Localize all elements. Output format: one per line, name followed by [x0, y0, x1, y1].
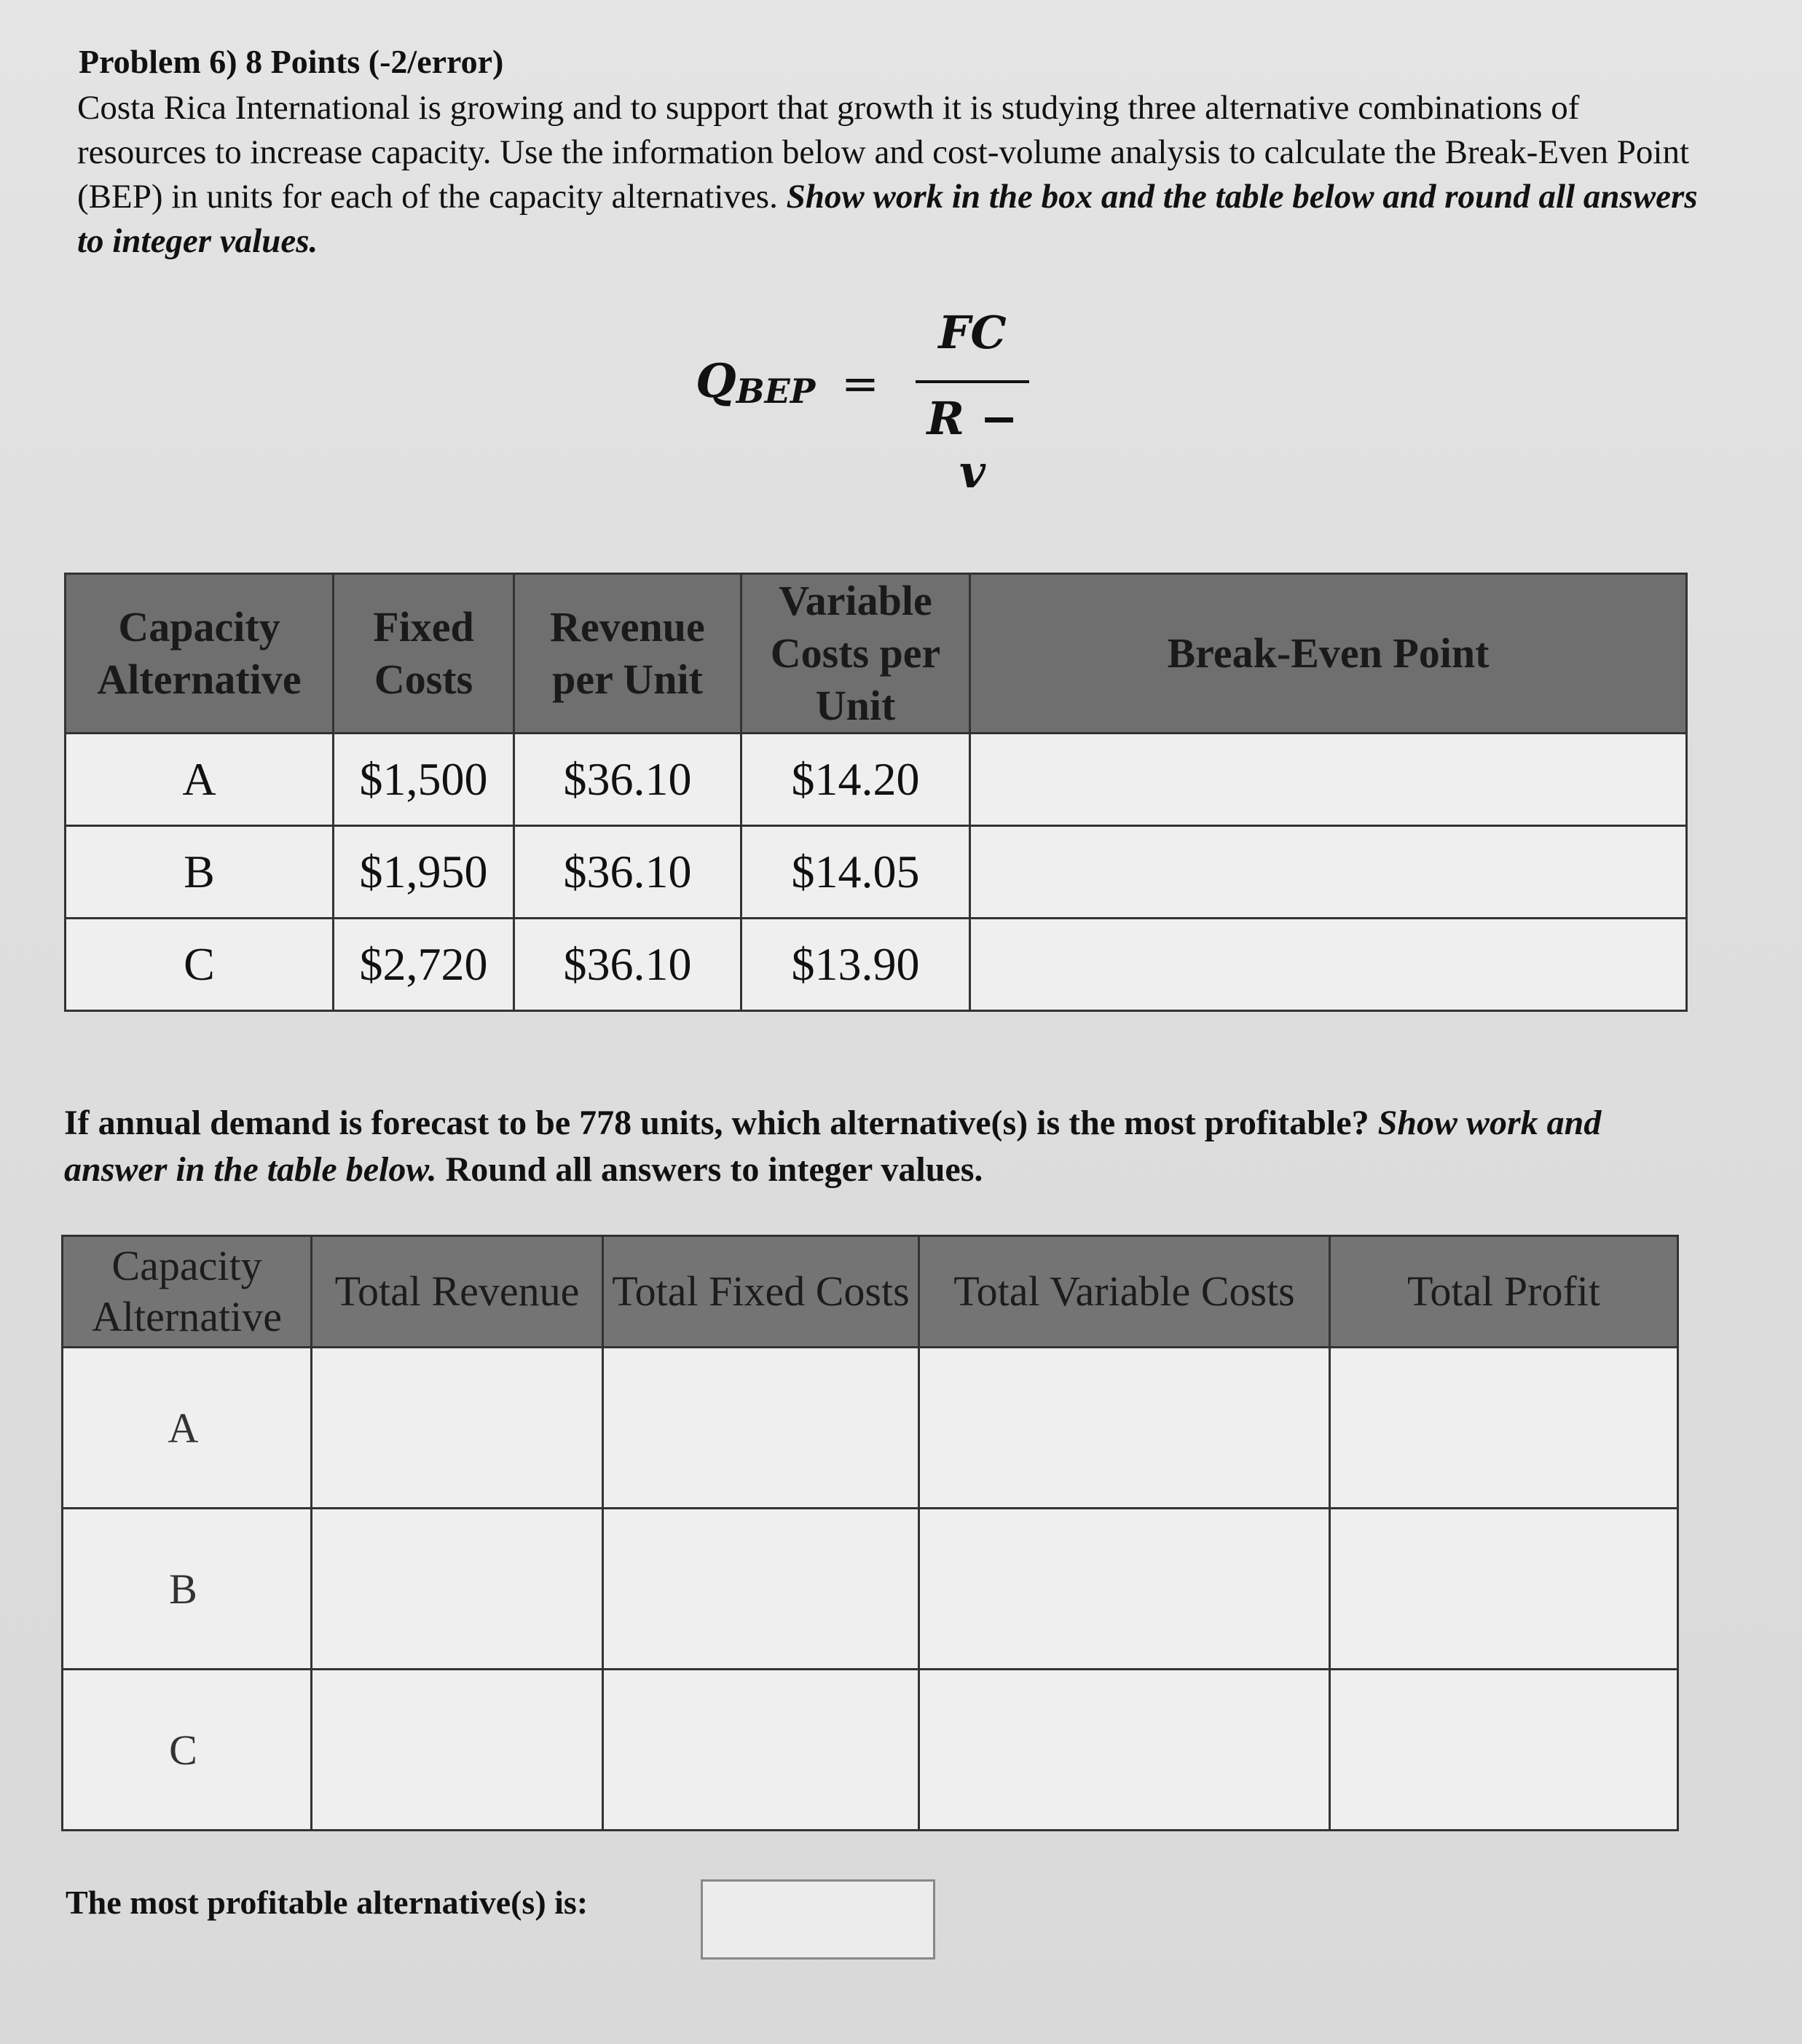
variable-costs-cell: $13.90	[741, 919, 970, 1011]
table-row	[63, 1348, 1678, 1509]
total-revenue-input-a[interactable]	[312, 1348, 603, 1509]
answer-label: The most profitable alternative(s) is:	[66, 1884, 589, 1921]
table-row	[66, 826, 1687, 919]
total-fixed-costs-input-c[interactable]	[603, 1670, 919, 1831]
table-row	[63, 1509, 1678, 1670]
most-profitable-answer-field[interactable]	[701, 1879, 935, 1960]
formula-fraction-bar	[916, 380, 1029, 383]
profit-question	[64, 1100, 1696, 1193]
total-revenue-input-c[interactable]	[312, 1670, 603, 1831]
profit-header-row	[63, 1236, 1678, 1348]
alternative-label: B	[63, 1509, 312, 1670]
header-break-even-point: Break-Even Point	[970, 574, 1687, 734]
problem-statement-text: Costa Rica International is growing and to support that growth it is studying three alternative combinations of resources to increase capacity. Use the information below and cost-volume analysis to calculate the Break-Even Point (BEP) in units for each of the capacity alternatives.	[77, 89, 1690, 216]
problem-statement	[77, 86, 1709, 264]
header-capacity-alternative: Capacity Alternative	[66, 574, 334, 734]
revenue-cell: $36.10	[514, 826, 741, 919]
break-even-input-a[interactable]	[970, 734, 1687, 826]
revenue-cell: $36.10	[514, 734, 741, 826]
problem-instruction: Show work in the box and the table below and round all answers to integer values.	[77, 178, 1698, 260]
formula-denominator: R − v	[926, 392, 1018, 498]
header-capacity-alternative: Capacity Alternative	[63, 1236, 312, 1348]
table-row	[63, 1670, 1678, 1831]
variable-costs-cell: $14.20	[741, 734, 970, 826]
total-fixed-costs-input-a[interactable]	[603, 1348, 919, 1509]
fixed-costs-cell: $1,950	[334, 826, 514, 919]
total-fixed-costs-input-b[interactable]	[603, 1509, 919, 1670]
header-revenue-per-unit: Revenue per Unit	[514, 574, 741, 734]
profit-table	[61, 1235, 1679, 1831]
total-revenue-input-b[interactable]	[312, 1509, 603, 1670]
profit-question-rounding: Round all answers to integer values.	[445, 1150, 983, 1189]
break-even-formula	[696, 306, 1074, 498]
profit-question-instruction: Show work and answer in the table below.	[64, 1104, 1602, 1189]
alternative-label: C	[63, 1670, 312, 1831]
break-even-input-b[interactable]	[970, 826, 1687, 919]
alternative-label: C	[66, 919, 334, 1011]
table-row	[66, 734, 1687, 826]
formula-equals: =	[841, 357, 879, 410]
table-row	[66, 919, 1687, 1011]
header-fixed-costs: Fixed Costs	[334, 574, 514, 734]
header-total-revenue: Total Revenue	[312, 1236, 603, 1348]
total-variable-costs-input-c[interactable]	[919, 1670, 1330, 1831]
fixed-costs-cell: $2,720	[334, 919, 514, 1011]
header-variable-costs-per-unit: Variable Costs per Unit	[741, 574, 970, 734]
total-profit-input-b[interactable]	[1330, 1509, 1678, 1670]
total-variable-costs-input-a[interactable]	[919, 1348, 1330, 1509]
header-total-fixed-costs: Total Fixed Costs	[603, 1236, 919, 1348]
header-total-profit: Total Profit	[1330, 1236, 1678, 1348]
total-variable-costs-input-b[interactable]	[919, 1509, 1330, 1670]
problem-title: Problem 6) 8 Points (-2/error)	[79, 43, 504, 80]
formula-lhs: $Q_{BEP}$	[696, 354, 816, 411]
variable-costs-cell: $14.05	[741, 826, 970, 919]
alternative-label: B	[66, 826, 334, 919]
header-total-variable-costs: Total Variable Costs	[919, 1236, 1330, 1348]
revenue-cell: $36.10	[514, 919, 741, 1011]
total-profit-input-a[interactable]	[1330, 1348, 1678, 1509]
alternative-label: A	[66, 734, 334, 826]
break-even-table	[64, 573, 1688, 1012]
profit-question-text: If annual demand is forecast to be 778 units, which alternative(s) is the most profitable?	[64, 1104, 1369, 1142]
alternative-label: A	[63, 1348, 312, 1509]
total-profit-input-c[interactable]	[1330, 1670, 1678, 1831]
formula-lhs-subscript: BEP	[736, 372, 816, 411]
fixed-costs-cell: $1,500	[334, 734, 514, 826]
break-even-input-c[interactable]	[970, 919, 1687, 1011]
break-even-header-row	[66, 574, 1687, 734]
formula-numerator: FC	[938, 306, 1007, 359]
